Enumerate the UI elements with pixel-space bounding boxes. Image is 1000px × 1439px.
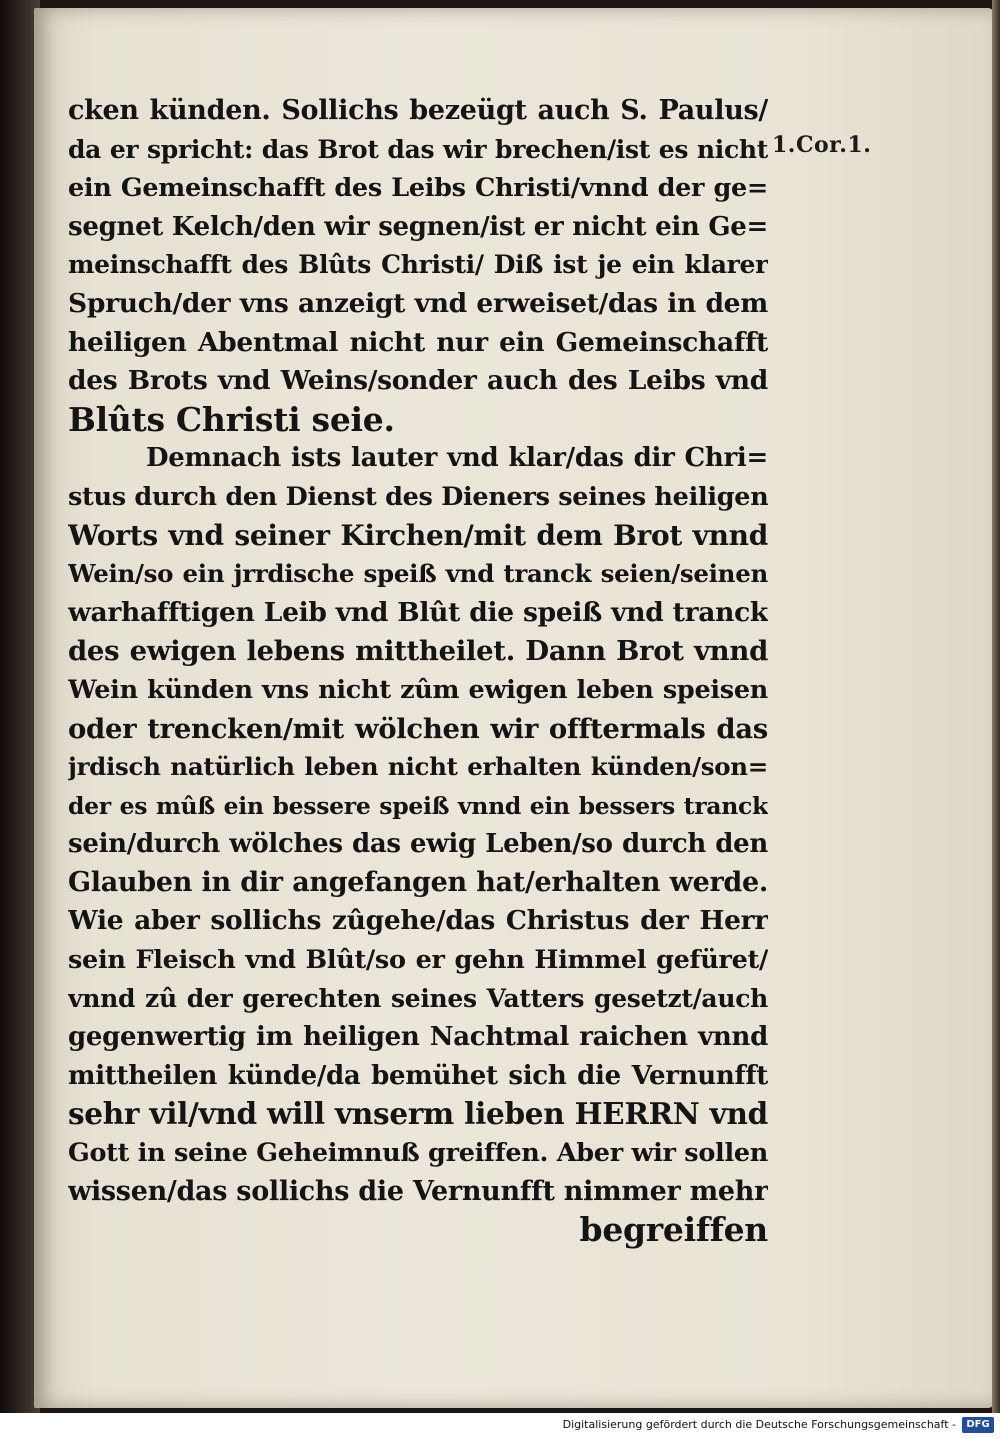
text-line: Wein künden vns nicht zûm ewigen leben speisen xyxy=(68,674,768,705)
text-line: Gott in seine Geheimnuß greiffen. Aber wir sollen xyxy=(68,1138,768,1169)
text-line: Demnach ists lauter vnd klar/das dir Chri= xyxy=(146,443,768,474)
text-line: cken künden. Sollichs bezeügt auch S. Paulus/ xyxy=(68,95,768,126)
text-line: meinschafft des Blûts Christi/ Diß ist je ein klarer xyxy=(68,250,768,280)
page-edge xyxy=(992,0,1000,1413)
text-line: stus durch den Dienst des Dieners seines heiligen xyxy=(68,481,768,512)
text-line: sein/durch wölches das ewig Leben/so durch den xyxy=(68,829,768,860)
text-line: mittheilen künde/da bemühet sich die Vernunfft xyxy=(68,1060,768,1091)
text-line: sein Fleisch vnd Blût/so er gehn Himmel gefüret/ xyxy=(68,945,768,976)
catchword: begreiffen xyxy=(579,1211,768,1250)
funding-note: Digitalisierung gefördert durch die Deutsche Forschungsgemeinschaft - xyxy=(562,1418,956,1431)
text-line: oder trencken/mit wölchen wir offtermals das xyxy=(68,712,768,745)
text-line: heiligen Abentmal nicht nur ein Gemeinschafft xyxy=(68,326,768,358)
text-line: da er spricht: das Brot das wir brechen/ist es nicht xyxy=(68,134,768,164)
text-line: Wein/so ein jrrdische speiß vnd tranck seien/seinen xyxy=(68,559,768,589)
text-line: segnet Kelch/den wir segnen/ist er nicht ein Ge= xyxy=(68,211,768,242)
text-line: Blûts Christi seie. xyxy=(68,400,395,439)
text-line: warhafftigen Leib vnd Blût die speiß vnd tranck xyxy=(68,596,768,628)
text-line: Spruch/der vns anzeigt vnd erweiset/das in dem xyxy=(68,287,768,319)
text-line: Wie aber sollichs zûgehe/das Christus der Herr xyxy=(68,905,768,937)
text-line: des ewigen lebens mittheilet. Dann Brot vnnd xyxy=(68,635,768,668)
text-line: jrdisch natürlich leben nicht erhalten künden/son= xyxy=(68,752,768,782)
footer-bar xyxy=(0,1413,1000,1439)
text-line: Glauben in dir angefangen hat/erhalten werde. xyxy=(68,866,768,898)
marginal-note: 1.Cor.1. xyxy=(772,132,872,158)
text-line: der es mûß ein bessere speiß vnnd ein bessers tranck xyxy=(68,791,768,820)
text-line: vnnd zû der gerechten seines Vatters gesetzt/auch xyxy=(68,983,768,1013)
dfg-logo: DFG xyxy=(962,1417,994,1433)
text-line: des Brots vnd Weins/sonder auch des Leibs vnd xyxy=(68,365,768,397)
text-line: wissen/das sollichs die Vernunfft nimmer mehr xyxy=(68,1175,768,1207)
text-line: Worts vnd seiner Kirchen/mit dem Brot vnnd xyxy=(68,518,768,552)
text-line: sehr vil/vnd will vnserm lieben HERRN vnd xyxy=(68,1096,768,1132)
text-line: gegenwertig im heiligen Nachtmal raichen vnnd xyxy=(68,1022,768,1053)
text-line: ein Gemeinschafft des Leibs Christi/vnnd der ge= xyxy=(68,173,768,204)
page-text xyxy=(68,92,768,1250)
